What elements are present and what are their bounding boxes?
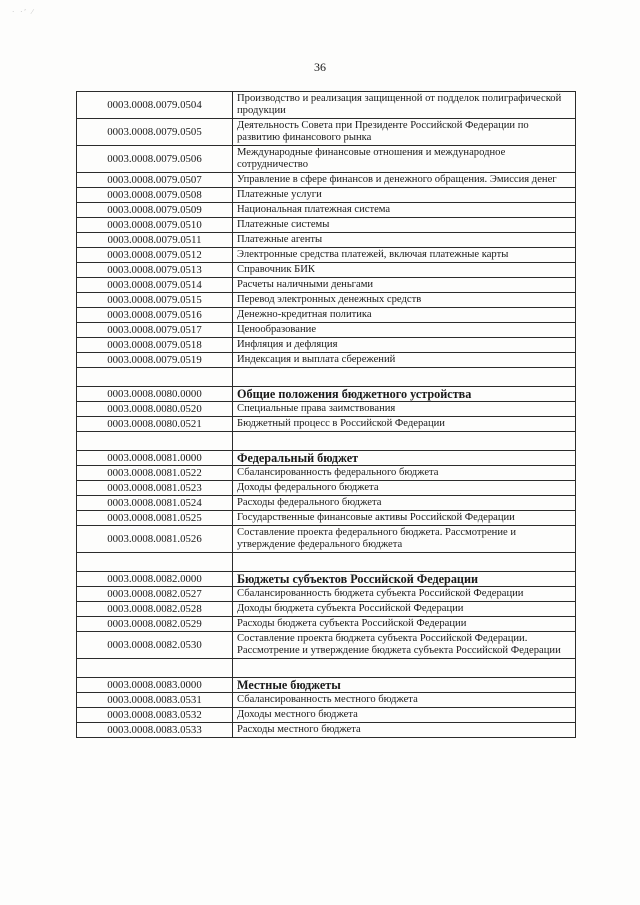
classifier-code: 0003.0008.0079.0519 xyxy=(77,353,233,368)
classifier-code: 0003.0008.0079.0511 xyxy=(77,233,233,248)
section-heading: Федеральный бюджет xyxy=(233,451,576,466)
table-row xyxy=(77,146,576,173)
topic-description: Индексация и выплата сбережений xyxy=(233,353,576,368)
classifier-code: 0003.0008.0081.0000 xyxy=(77,451,233,466)
spacer-cell xyxy=(233,553,576,572)
table-row xyxy=(77,173,576,188)
classifier-code: 0003.0008.0079.0509 xyxy=(77,203,233,218)
topic-description: Электронные средства платежей, включая платежные карты xyxy=(233,248,576,263)
topic-description: Платежные агенты xyxy=(233,233,576,248)
topic-description: Управление в сфере финансов и денежного обращения. Эмиссия денег xyxy=(233,173,576,188)
classifier-code: 0003.0008.0082.0000 xyxy=(77,572,233,587)
classifier-code: 0003.0008.0079.0507 xyxy=(77,173,233,188)
topic-description: Перевод электронных денежных средств xyxy=(233,293,576,308)
spacer-row xyxy=(77,659,576,678)
section-heading: Местные бюджеты xyxy=(233,678,576,693)
table-row xyxy=(77,511,576,526)
classifier-code: 0003.0008.0081.0523 xyxy=(77,481,233,496)
table-row xyxy=(77,496,576,511)
classifier-code: 0003.0008.0081.0524 xyxy=(77,496,233,511)
table-row xyxy=(77,402,576,417)
topic-description: Ценообразование xyxy=(233,323,576,338)
classifier-code: 0003.0008.0079.0510 xyxy=(77,218,233,233)
table-row xyxy=(77,723,576,738)
topic-description: Бюджетный процесс в Российской Федерации xyxy=(233,417,576,432)
topic-description: Платежные системы xyxy=(233,218,576,233)
topic-description: Денежно-кредитная политика xyxy=(233,308,576,323)
table-row xyxy=(77,323,576,338)
topic-description: Расходы бюджета субъекта Российской Федерации xyxy=(233,617,576,632)
classifier-code: 0003.0008.0081.0526 xyxy=(77,526,233,553)
spacer-cell xyxy=(233,368,576,387)
classifier-code: 0003.0008.0080.0521 xyxy=(77,417,233,432)
spacer-cell xyxy=(233,432,576,451)
table-row xyxy=(77,293,576,308)
spacer-cell xyxy=(77,432,233,451)
spacer-cell xyxy=(233,659,576,678)
topic-description: Производство и реализация защищенной от подделок полиграфической продукции xyxy=(233,92,576,119)
section-heading: Бюджеты субъектов Российской Федерации xyxy=(233,572,576,587)
table-row xyxy=(77,587,576,602)
table-row xyxy=(77,466,576,481)
table-row xyxy=(77,632,576,659)
classifier-code: 0003.0008.0079.0506 xyxy=(77,146,233,173)
table-row xyxy=(77,708,576,723)
table-row xyxy=(77,188,576,203)
topic-description: Сбалансированность федерального бюджета xyxy=(233,466,576,481)
classifier-code: 0003.0008.0080.0520 xyxy=(77,402,233,417)
table-row xyxy=(77,602,576,617)
table-row xyxy=(77,526,576,553)
table-row xyxy=(77,278,576,293)
classifier-code: 0003.0008.0083.0000 xyxy=(77,678,233,693)
classifier-code: 0003.0008.0080.0000 xyxy=(77,387,233,402)
classifier-code: 0003.0008.0079.0516 xyxy=(77,308,233,323)
table-row xyxy=(77,263,576,278)
classifier-code: 0003.0008.0079.0512 xyxy=(77,248,233,263)
page-number: 36 xyxy=(314,60,326,74)
classifier-code: 0003.0008.0079.0517 xyxy=(77,323,233,338)
classifier-code: 0003.0008.0083.0531 xyxy=(77,693,233,708)
section-heading-row xyxy=(77,451,576,466)
table-row xyxy=(77,119,576,146)
topic-description: Доходы местного бюджета xyxy=(233,708,576,723)
classifier-code: 0003.0008.0081.0525 xyxy=(77,511,233,526)
spacer-row xyxy=(77,553,576,572)
topic-description: Доходы федерального бюджета xyxy=(233,481,576,496)
topic-description: Платежные услуги xyxy=(233,188,576,203)
topic-description: Сбалансированность местного бюджета xyxy=(233,693,576,708)
table-row xyxy=(77,218,576,233)
table-row xyxy=(77,417,576,432)
table-row xyxy=(77,481,576,496)
classifier-code: 0003.0008.0083.0532 xyxy=(77,708,233,723)
topic-description: Доходы бюджета субъекта Российской Федерации xyxy=(233,602,576,617)
scan-corner-marks: · ·′ ⁄ xyxy=(12,8,35,16)
table-row xyxy=(77,233,576,248)
table-row xyxy=(77,338,576,353)
classifier-table-body xyxy=(77,92,576,738)
topic-description: Расходы местного бюджета xyxy=(233,723,576,738)
topic-description: Инфляция и дефляция xyxy=(233,338,576,353)
classifier-code: 0003.0008.0082.0528 xyxy=(77,602,233,617)
topic-description: Справочник БИК xyxy=(233,263,576,278)
topic-description: Международные финансовые отношения и международное сотрудничество xyxy=(233,146,576,173)
section-heading-row xyxy=(77,572,576,587)
spacer-cell xyxy=(77,659,233,678)
classifier-code: 0003.0008.0079.0504 xyxy=(77,92,233,119)
classifier-code: 0003.0008.0079.0505 xyxy=(77,119,233,146)
classifier-table xyxy=(76,91,576,738)
topic-description: Расчеты наличными деньгами xyxy=(233,278,576,293)
table-row xyxy=(77,353,576,368)
classifier-code: 0003.0008.0082.0529 xyxy=(77,617,233,632)
classifier-code: 0003.0008.0082.0527 xyxy=(77,587,233,602)
section-heading: Общие положения бюджетного устройства xyxy=(233,387,576,402)
classifier-code: 0003.0008.0079.0508 xyxy=(77,188,233,203)
spacer-cell xyxy=(77,553,233,572)
topic-description: Специальные права заимствования xyxy=(233,402,576,417)
table-row xyxy=(77,308,576,323)
topic-description: Сбалансированность бюджета субъекта Российской Федерации xyxy=(233,587,576,602)
section-heading-row xyxy=(77,678,576,693)
spacer-cell xyxy=(77,368,233,387)
table-row xyxy=(77,203,576,218)
topic-description: Государственные финансовые активы Российской Федерации xyxy=(233,511,576,526)
classifier-code: 0003.0008.0079.0514 xyxy=(77,278,233,293)
table-row xyxy=(77,617,576,632)
spacer-row xyxy=(77,368,576,387)
table-row xyxy=(77,248,576,263)
topic-description: Национальная платежная система xyxy=(233,203,576,218)
spacer-row xyxy=(77,432,576,451)
topic-description: Расходы федерального бюджета xyxy=(233,496,576,511)
classifier-code: 0003.0008.0079.0513 xyxy=(77,263,233,278)
classifier-code: 0003.0008.0079.0515 xyxy=(77,293,233,308)
table-row xyxy=(77,693,576,708)
table-row xyxy=(77,92,576,119)
topic-description: Составление проекта федерального бюджета. Рассмотрение и утверждение федерального бюджета xyxy=(233,526,576,553)
classifier-code: 0003.0008.0083.0533 xyxy=(77,723,233,738)
topic-description: Деятельность Совета при Президенте Российской Федерации по развитию финансового рынка xyxy=(233,119,576,146)
classifier-code: 0003.0008.0081.0522 xyxy=(77,466,233,481)
classifier-code: 0003.0008.0082.0530 xyxy=(77,632,233,659)
classifier-code: 0003.0008.0079.0518 xyxy=(77,338,233,353)
topic-description: Составление проекта бюджета субъекта Российской Федерации. Рассмотрение и утверждение бюджета субъекта Российской Федерации xyxy=(233,632,576,659)
section-heading-row xyxy=(77,387,576,402)
